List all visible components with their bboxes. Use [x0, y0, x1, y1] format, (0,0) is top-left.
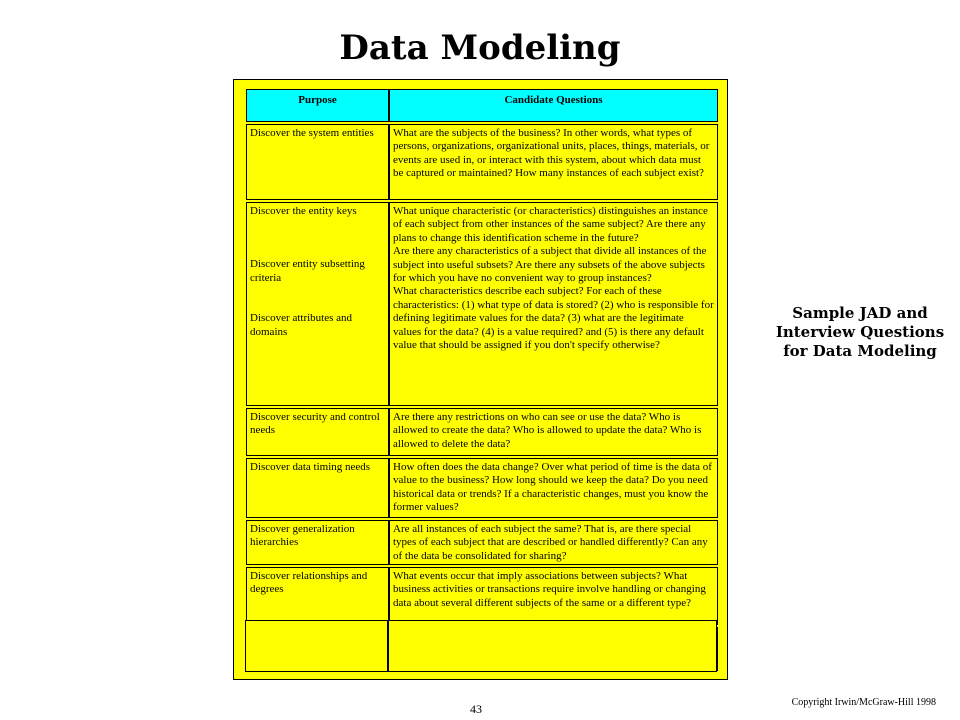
purpose-cell: Discover data timing needs [246, 458, 389, 518]
purpose-text: Discover attributes and domains [250, 312, 353, 338]
questions-cell: Are there any restrictions on who can see or use the data? Who is allowed to create the data? Who is allowed to update the data? Who is allowed to delete the data? [389, 408, 718, 456]
purpose-cell [245, 620, 388, 672]
questions-cell: How often does the data change? Over what period of time is the data of value to the business? How long should we keep the data? Do you need historical data or trends? If a characteristic changes, must you know the former values? [389, 458, 718, 518]
page-number: 43 [470, 702, 482, 716]
purpose-cell [246, 202, 389, 406]
questions-text: Are there any characteristics of a subject that divide all instances of the subject into useful subsets? Are there any subsets of the above subjects for which you have no convenient way to group instances? [393, 245, 707, 285]
purpose-cell: Discover security and control needs [246, 408, 389, 456]
copyright-notice: Copyright Irwin/McGraw-Hill 1998 [791, 697, 936, 708]
questions-cell [388, 620, 717, 672]
page-title: Data Modeling [339, 28, 621, 68]
questions-cell: Are all instances of each subject the same? That is, are there special types of each subject that are described or handled differently? Can any of the data be consolidated for sharing? [389, 520, 718, 565]
questions-cell [389, 202, 718, 406]
side-caption: Sample JAD and Interview Questions for Data Modeling [775, 304, 945, 360]
header-candidate-questions: Candidate Questions [389, 89, 718, 122]
questions-cell: What are the subjects of the business? In other words, what types of persons, organizations, organizational units, places, things, materials, or events are used in, or interact with this system, about which data must be captured or maintained? How many instances of each subject exist? [389, 124, 718, 200]
questions-table [233, 79, 728, 680]
purpose-cell: Discover relationships and degrees [246, 567, 389, 625]
purpose-cell: Discover generalization hierarchies [246, 520, 389, 565]
purpose-cell: Discover the system entities [246, 124, 389, 200]
questions-cell: What events occur that imply associations between subjects? What business activities or transactions require involve handling or changing data about several different subjects of the same or a different type? [389, 567, 718, 625]
purpose-text: Discover entity subsetting criteria [250, 258, 365, 284]
purpose-text: Discover the entity keys [250, 205, 357, 217]
questions-text: What unique characteristic (or characteristics) distinguishes an instance of each subject from other instances of the same subject? Are there any plans to change this identification scheme in the future? [393, 205, 708, 244]
header-purpose: Purpose [246, 89, 389, 122]
questions-text: What characteristics describe each subject? For each of these characteristics: (1) what type of data is stored? (2) who is responsible for defining legitimate values for the data? (3) what are the legitimate values for the data? (4) is a value required? and (5) is there any default value that should be assigned if you don't specify otherwise? [393, 285, 714, 352]
